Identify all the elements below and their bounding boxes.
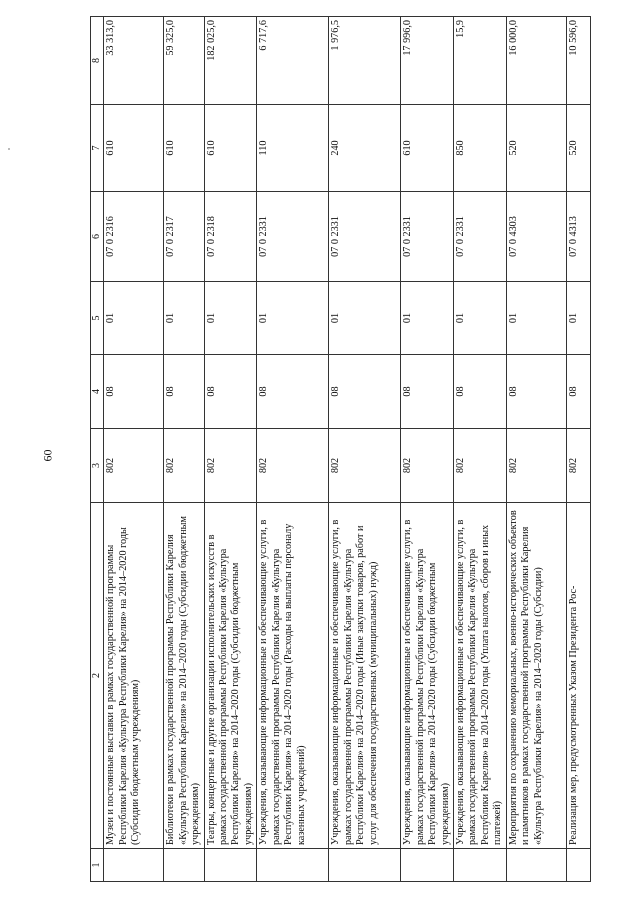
expense-type-code: 520 (506, 105, 566, 192)
expense-type-code: 240 (329, 105, 401, 192)
amount: 10 596,0 (566, 17, 590, 105)
section-code: 08 (329, 355, 401, 429)
amount: 16 000,0 (506, 17, 566, 105)
expense-name: Реализация мер, предусмотренных Указом Президента Рос- (566, 503, 590, 849)
header-row (91, 17, 104, 882)
section-code: 08 (104, 355, 164, 429)
subsection-code: 01 (506, 282, 566, 355)
ministry-code: 802 (204, 429, 257, 503)
target-code: 07 0 2317 (164, 192, 204, 282)
ministry-code: 802 (104, 429, 164, 503)
subsection-code: 01 (164, 282, 204, 355)
expense-name: Учреждения, оказывающие информационные и обеспечивающие услуги, в рамках государственной программы Республики Карелия «Культура Республики Карелия» на 2014–2020 годы (Расходы на выплаты персоналу казенных учреждений) (257, 503, 329, 849)
subsection-code: 01 (566, 282, 590, 355)
column-header-8: 8 (91, 17, 104, 105)
ministry-code: 802 (566, 429, 590, 503)
amount: 182 025,0 (204, 17, 257, 105)
amount: 6 717,6 (257, 17, 329, 105)
column-header-6: 6 (91, 192, 104, 282)
table-row (401, 17, 454, 882)
section-code: 08 (164, 355, 204, 429)
expense-type-code: 610 (164, 105, 204, 192)
ministry-code: 802 (401, 429, 454, 503)
target-code: 07 0 4313 (566, 192, 590, 282)
section-code: 08 (454, 355, 507, 429)
expense-name: Мероприятия по сохранению мемориальных, военно-исторических объектов и памятников в рамках государственной программы Республики Карелия «Культура Республики Карелия» на 2014–2020 годы (Субсидии) (506, 503, 566, 849)
amount: 17 996,0 (401, 17, 454, 105)
amount: 1 976,5 (329, 17, 401, 105)
subsection-code: 01 (329, 282, 401, 355)
row-number-cell (204, 849, 257, 882)
row-number-cell (104, 849, 164, 882)
column-header-7: 7 (91, 105, 104, 192)
column-header-4: 4 (91, 355, 104, 429)
expense-name: Театры, концертные и другие организации исполнительских искусств в рамках государственной программы Республики Карелия «Культура Республики Карелия» на 2014–2020 годы (Субсидии бюджетным учреждениям) (204, 503, 257, 849)
table-row (104, 17, 164, 882)
ministry-code: 802 (164, 429, 204, 503)
target-code: 07 0 2318 (204, 192, 257, 282)
target-code: 07 0 2331 (401, 192, 454, 282)
ministry-code: 802 (257, 429, 329, 503)
section-code: 08 (566, 355, 590, 429)
expense-type-code: 610 (401, 105, 454, 192)
section-code: 08 (506, 355, 566, 429)
row-number-cell (401, 849, 454, 882)
expense-type-code: 110 (257, 105, 329, 192)
table-row (257, 17, 329, 882)
row-number-cell (506, 849, 566, 882)
row-number-cell (566, 849, 590, 882)
subsection-code: 01 (204, 282, 257, 355)
row-number-cell (164, 849, 204, 882)
ministry-code: 802 (506, 429, 566, 503)
subsection-code: 01 (401, 282, 454, 355)
target-code: 07 0 2331 (257, 192, 329, 282)
subsection-code: 01 (454, 282, 507, 355)
page-number: 60 (40, 449, 55, 462)
target-code: 07 0 4303 (506, 192, 566, 282)
expense-name: Учреждения, оказывающие информационные и обеспечивающие услуги, в рамках государственной программы Республики Карелия «Культура Республики Карелия» на 2014–2020 годы (Иные закупки товаров, работ и услуг для обеспечения государственных (муниципальных) нужд) (329, 503, 401, 849)
subsection-code: 01 (104, 282, 164, 355)
ministry-code: 802 (454, 429, 507, 503)
section-code: 08 (257, 355, 329, 429)
table-row (164, 17, 204, 882)
expense-type-code: 520 (566, 105, 590, 192)
column-header-5: 5 (91, 282, 104, 355)
target-code: 07 0 2331 (329, 192, 401, 282)
expense-name: Музеи и постоянные выставки в рамках государственной программы Республики Карелия «Культура Республики Карелия» на 2014–2020 годы (Субсидии бюджетным учреждениям) (104, 503, 164, 849)
amount: 33 313,0 (104, 17, 164, 105)
column-header-2: 2 (91, 503, 104, 849)
target-code: 07 0 2316 (104, 192, 164, 282)
expense-type-code: 610 (104, 105, 164, 192)
expense-name: Учреждения, оказывающие информационные и обеспечивающие услуги, в рамках государственной программы Республики Карелия «Культура Республики Карелия» на 2014–2020 годы (Уплата налогов, сборов и иных платежей) (454, 503, 507, 849)
expense-type-code: 850 (454, 105, 507, 192)
budget-table (90, 16, 591, 882)
table-row (506, 17, 566, 882)
rotated-table-container (90, 17, 620, 882)
subsection-code: 01 (257, 282, 329, 355)
section-code: 08 (401, 355, 454, 429)
expense-name: Библиотеки в рамках государственной программы Республики Карелия «Культура Республики Карелия» на 2014–2020 годы (Субсидии бюджетным учреждениям) (164, 503, 204, 849)
amount: 15,9 (454, 17, 507, 105)
row-number-cell (454, 849, 507, 882)
row-number-cell (329, 849, 401, 882)
table-row (566, 17, 590, 882)
table-row (329, 17, 401, 882)
column-header-1: 1 (91, 849, 104, 882)
amount: 59 325,0 (164, 17, 204, 105)
scan-speck (8, 148, 10, 150)
table-row (454, 17, 507, 882)
column-header-3: 3 (91, 429, 104, 503)
expense-type-code: 610 (204, 105, 257, 192)
ministry-code: 802 (329, 429, 401, 503)
target-code: 07 0 2331 (454, 192, 507, 282)
expense-name: Учреждения, оказывающие информационные и обеспечивающие услуги, в рамках государственной программы Республики Карелия «Культура Республики Карелия» на 2014–2020 годы (Субсидии бюджетным учреждениям) (401, 503, 454, 849)
row-number-cell (257, 849, 329, 882)
table-row (204, 17, 257, 882)
section-code: 08 (204, 355, 257, 429)
